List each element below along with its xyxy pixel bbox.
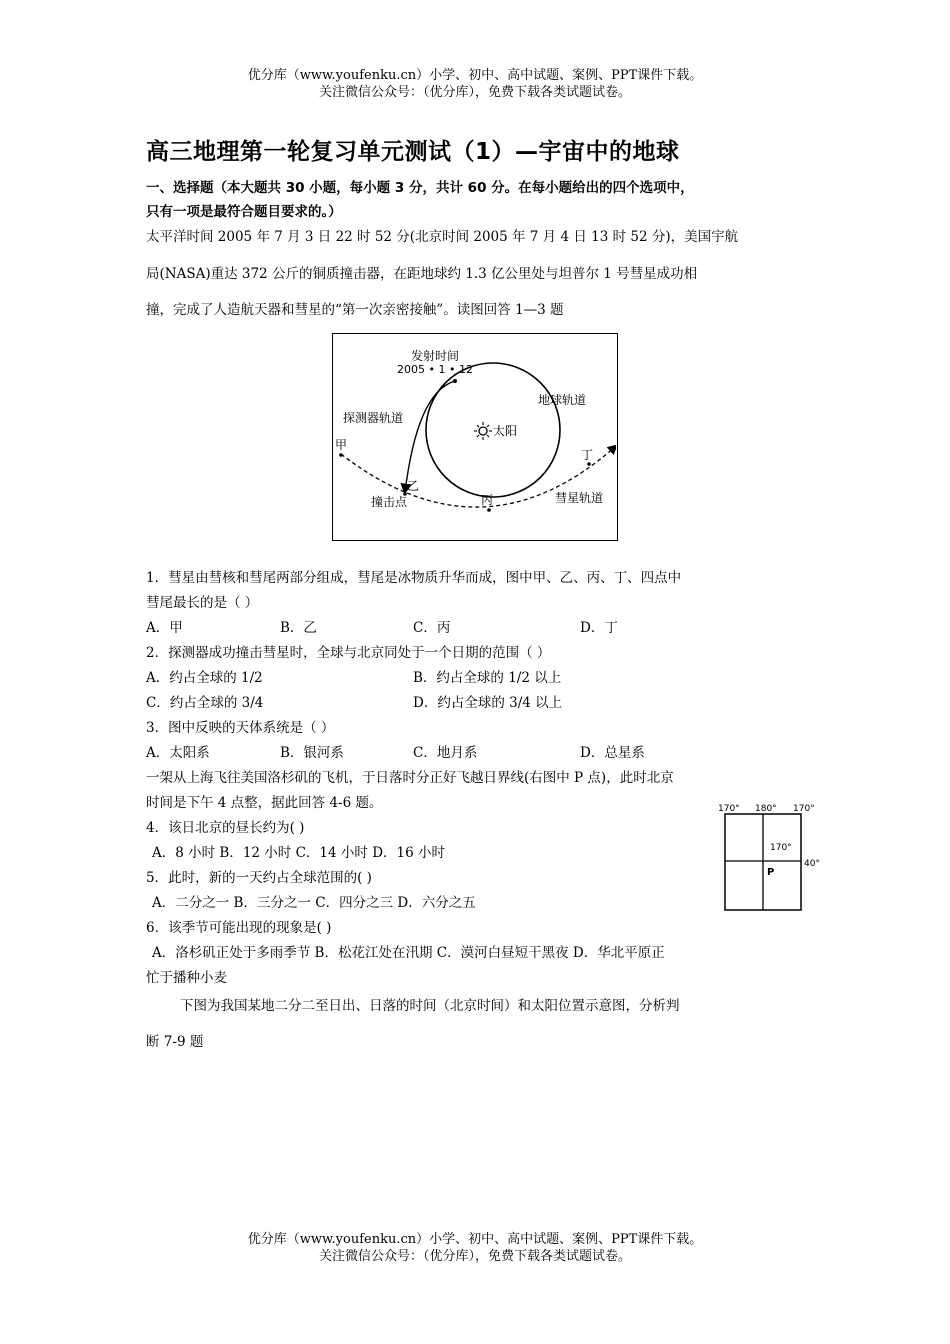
q5-stem: 5．此时，新的一天约占全球范围的( ) — [146, 870, 372, 886]
q5-options: A．二分之一 B．三分之一 C．四分之三 D．六分之五 — [152, 895, 476, 911]
q1-option-b: B．乙 — [280, 620, 317, 636]
point-jia — [339, 453, 343, 457]
lon-inner-label: 170° — [770, 843, 792, 853]
q1-option-d: D．丁 — [580, 620, 618, 636]
q1-stem-line-1: 1．彗星由彗核和彗尾两部分组成，彗尾是冰物质升华而成，图中甲、乙、丙、丁、四点中 — [146, 570, 682, 586]
lon-mid-label: 180° — [755, 804, 777, 814]
footer-line-2: 关注微信公众号：（优分库），免费下载各类试题试卷。 — [318, 1249, 631, 1264]
q2-option-a: A．约占全球的 1/2 — [146, 670, 263, 686]
intro2-line-1: 一架从上海飞往美国洛杉矶的飞机，于日落时分正好飞越日界线(右图中 P 点)，此时北京 — [146, 770, 674, 786]
launch-label: 发射时间 — [411, 349, 460, 363]
q4-stem: 4．该日北京的昼长约为( ) — [146, 820, 305, 836]
q1-option-c: C．丙 — [413, 620, 451, 636]
q3-option-d: D．总星系 — [580, 745, 645, 761]
comet-orbit-label: 彗星轨道 — [555, 491, 604, 505]
sun-label: 太阳 — [493, 424, 518, 438]
intro1-line-3: 撞，完成了人造航天器和彗星的“第一次亲密接触”。读图回答 1—3 题 — [146, 302, 564, 318]
intro2-line-2: 时间是下午 4 点整，据此回答 4-6 题。 — [146, 795, 383, 811]
jia-label: 甲 — [335, 438, 348, 452]
date-line-figure — [715, 800, 825, 914]
q3-stem: 3．图中反映的天体系统是（ ） — [146, 720, 335, 736]
impact-point-label: 撞击点 — [371, 495, 408, 509]
q3-option-a: A．太阳系 — [146, 745, 210, 761]
probe-trajectory — [405, 381, 455, 492]
point-bing — [487, 508, 491, 512]
lon-left-label: 170° — [718, 804, 740, 814]
header-line-1: 优分库（www.youfenku.cn）小学、初中、高中试题、案例、PPT课件下载。 — [247, 68, 703, 83]
yi-label: 乙 — [407, 479, 420, 493]
comet-orbit-figure — [332, 333, 618, 541]
header-line-2: 关注微信公众号：（优分库），免费下载各类试题试卷。 — [318, 85, 631, 100]
page-title: 高三地理第一轮复习单元测试（1）—宇宙中的地球 — [146, 139, 680, 165]
q6-options-line-2: 忙于播种小麦 — [146, 970, 227, 986]
q3-option-c: C．地月系 — [413, 745, 478, 761]
intro3-line-2: 断 7-9 题 — [146, 1034, 204, 1050]
bing-label: 丙 — [481, 493, 494, 507]
section-heading-line-1: 一、选择题（本大题共 30 小题，每小题 3 分，共计 60 分。在每小题给出的四个选项中， — [146, 180, 694, 196]
earth-orbit-label: 地球轨道 — [538, 393, 587, 407]
sun-icon — [474, 422, 492, 440]
q2-option-d: D．约占全球的 3/4 以上 — [413, 695, 563, 711]
intro1-line-2: 局(NASA)重达 372 公斤的铜质撞击器，在距地球约 1.3 亿公里处与坦普尔 1 号彗星成功相 — [146, 266, 698, 282]
q4-options: A．8 小时 B．12 小时 C．14 小时 D．16 小时 — [152, 845, 445, 861]
probe-orbit-label: 探测器轨道 — [343, 411, 404, 425]
point-p-label: P — [767, 867, 775, 878]
launch-date: 2005 • 1 • 12 — [397, 363, 473, 376]
lat-label: 40° — [804, 859, 820, 869]
launch-point — [453, 379, 457, 383]
q1-stem-line-2: 彗尾最长的是（ ） — [146, 595, 259, 611]
q6-stem: 6．该季节可能出现的现象是( ) — [146, 920, 332, 936]
lon-right-label: 170° — [793, 804, 815, 814]
intro3-line-1: 下图为我国某地二分二至日出、日落的时间（北京时间）和太阳位置示意图，分析判 — [180, 998, 680, 1014]
footer-line-1: 优分库（www.youfenku.cn）小学、初中、高中试题、案例、PPT课件下载。 — [247, 1232, 703, 1247]
ding-label: 丁 — [581, 448, 594, 462]
q3-option-b: B．银河系 — [280, 745, 344, 761]
q2-option-b: B．约占全球的 1/2 以上 — [413, 670, 562, 686]
q1-option-a: A．甲 — [146, 620, 183, 636]
q2-stem: 2．探测器成功撞击彗星时，全球与北京同处于一个日期的范围（ ） — [146, 645, 551, 661]
q2-option-c: C．约占全球的 3/4 — [146, 695, 264, 711]
point-ding — [587, 462, 591, 466]
q6-options-line-1: A．洛杉矶正处于多雨季节 B．松花江处在汛期 C．漠河白昼短干黑夜 D．华北平原正 — [152, 945, 665, 961]
section-heading-line-2: 只有一项是最符合题目要求的。） — [146, 204, 342, 220]
intro1-line-1: 太平洋时间 2005 年 7 月 3 日 22 时 52 分(北京时间 2005 年 7 月 4 日 13 时 52 分)，美国宇航 — [146, 229, 739, 245]
